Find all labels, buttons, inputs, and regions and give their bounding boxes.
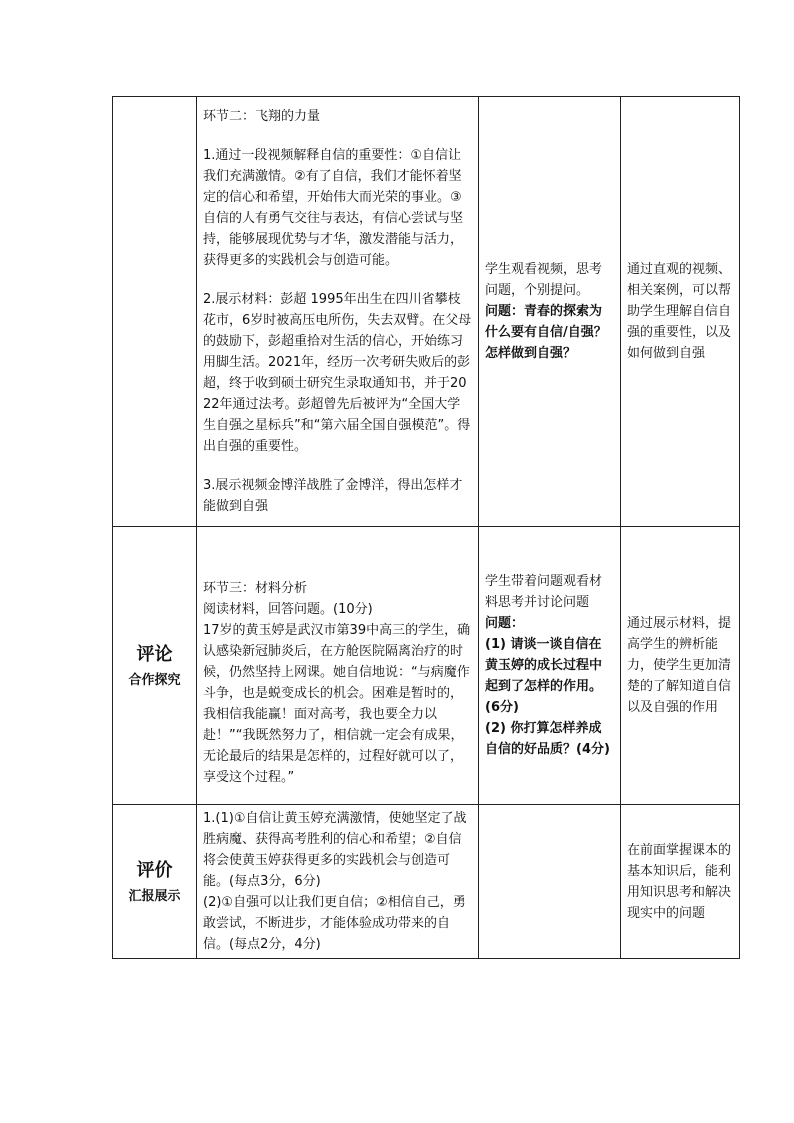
student-activity-cell [479,805,621,959]
design-intent-text: 通过直观的视频、相关案例，可以帮助学生理解自信自强的重要性，以及如何做到自强 [627,262,732,361]
content-cell [197,527,479,805]
content-instruction: 阅读材料，回答问题。(10分) [203,602,373,617]
phase-cell [113,97,197,527]
phase-title: 评论 [136,643,173,665]
table-row [113,527,740,805]
content-paragraph: (2)①自强可以让我们更自信；②相信自己，勇敢尝试，不断进步，才能体验成功带来的自信。(每点2分，4分) [203,895,466,952]
table-row [113,805,740,959]
phase-subtitle: 汇报展示 [128,888,181,904]
student-activity-text: 学生观看视频，思考问题，个别提问。 [485,262,603,298]
student-question: 问题：青春的探索为什么要有自信/自强？怎样做到自强？ [485,304,607,361]
design-intent-cell [621,527,740,805]
content-paragraph: 3.展示视频金博洋战胜了金博洋，得出怎样才能做到自强 [203,478,463,514]
content-paragraph: 17岁的黄玉婷是武汉市第39中高三的学生，确认感染新冠肺炎后，在方舱医院隔离治疗的时候，仍然坚持上网课。她自信地说：“与病魔作斗争，也是蜕变成长的机会。困难是暂时的，我相信我能赢！面对高考，我也要全力以赴！”“我既然努力了，相信就一定会有成果，无论最后的结果是怎样的，过程好就可以了，享受这个过程。” [203,623,471,785]
content-cell [197,805,479,959]
student-question: (1) 请谈一谈自信在黄玉婷的成长过程中起到了怎样的作用。(6分) [485,637,603,715]
student-activity-cell [479,527,621,805]
content-paragraph: 1.通过一段视频解释自信的重要性：①自信让我们充满激情。②有了自信，我们才能怀着坚定的信心和希望，开始伟大而光荣的事业。③自信的人有勇气交往与表达，有信心尝试与坚持，能够展现优势与才华，激发潜能与活力，获得更多的实践机会与创造可能。 [203,148,464,268]
phase-subtitle: 合作探究 [128,672,181,688]
section-title: 环节二：飞翔的力量 [203,109,321,124]
design-intent-cell [621,97,740,527]
phase-title: 评价 [136,859,173,881]
phase-cell [113,527,197,805]
content-paragraph: 2.展示材料：彭超 1995年出生在四川省攀枝花市，6岁时被高压电所伤，失去双臂。在父母的鼓励下，彭超重拾对生活的信心，开始练习用脚生活。2021年，经历一次考研失败后的彭超，终于收到硕士研究生录取通知书，并于2022年通过法考。彭超曾先后被评为“全国大学生自强之星标兵”和“第六届全国自强模范”。得出自强的重要性。 [203,292,472,454]
phase-cell [113,805,197,959]
section-title: 环节三：材料分析 [203,581,308,596]
student-activity-cell [479,97,621,527]
design-intent-text: 通过展示材料，提高学生的辨析能力，使学生更加清楚的了解知道自信以及自强的作用 [627,616,732,715]
student-question-label: 问题： [485,616,525,631]
lesson-plan-table [112,96,740,959]
design-intent-cell [621,805,740,959]
student-activity-text: 学生带着问题观看材料思考并讨论问题 [485,574,603,610]
table-row [113,97,740,527]
student-question: (2) 你打算怎样养成自信的好品质？(4分) [485,721,610,757]
content-cell [197,97,479,527]
design-intent-text: 在前面掌握课本的基本知识后，能利用知识思考和解决现实中的问题 [627,842,732,921]
content-paragraph: 1.(1)①自信让黄玉婷充满激情，使她坚定了战胜病魔、获得高考胜利的信心和希望；②自信将会使黄玉婷获得更多的实践机会与创造可能。(每点3分，6分) [203,811,467,889]
